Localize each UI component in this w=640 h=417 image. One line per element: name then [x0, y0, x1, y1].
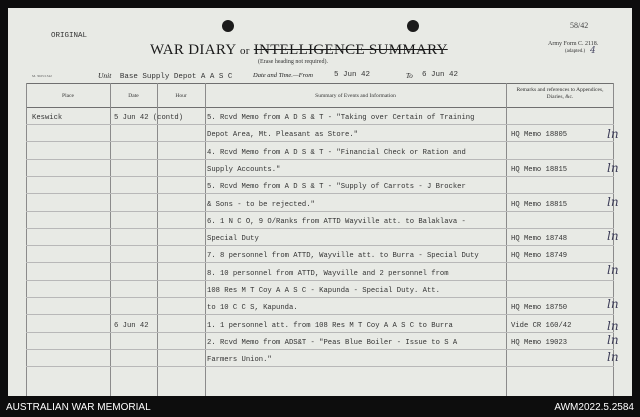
- initials-mark: ln: [607, 319, 619, 333]
- row-rule: [26, 366, 614, 367]
- row-rule: [26, 176, 614, 177]
- initials-mark: ln: [607, 195, 619, 209]
- initials-mark: ln: [607, 297, 619, 311]
- footer-left: AUSTRALIAN WAR MEMORIAL: [6, 402, 151, 413]
- date-from: 5 Jun 42: [334, 71, 371, 79]
- row-summary: 7. 8 personnel from ATTD, Wayville att. to Burra - Special Duty: [207, 252, 479, 261]
- row-rule: [26, 297, 614, 298]
- row-summary: 5. Rcvd Memo from A D S & T - "Supply of Carrots - J Brocker: [207, 183, 466, 192]
- row-summary: Farmers Union.": [207, 356, 272, 365]
- date-label: Date and Time.—From: [253, 72, 313, 79]
- row-summary: Special Duty: [207, 235, 259, 244]
- row-rule: [26, 141, 614, 142]
- row-summary: 6. 1 N C O, 9 O/Ranks from ATTD Wayville att. to Balaklava -: [207, 217, 466, 226]
- row-summary: Depot Area, Mt. Pleasant as Store.": [207, 131, 358, 140]
- row-place: Keswick: [32, 114, 63, 122]
- title-or: or: [239, 45, 250, 57]
- col-remarks: Remarks and references to Appendices, Diaries, &c.: [516, 87, 604, 100]
- form-name: Army Form C. 2118.: [548, 41, 599, 47]
- row-rule: [26, 159, 614, 160]
- unit-line: [98, 71, 232, 81]
- title-struck: INTELLIGENCE SUMMARY: [253, 42, 448, 58]
- row-date: 5 Jun 42 (contd): [114, 114, 184, 122]
- diary-page: [8, 8, 632, 396]
- unit-value: Base Supply Depot A A S C: [119, 73, 233, 81]
- row-remark: HQ Memo 18750: [511, 304, 568, 313]
- initials-mark: ln: [607, 161, 619, 175]
- form-code: 4: [590, 46, 596, 56]
- row-date: 6 Jun 42: [114, 321, 149, 330]
- row-remark: HQ Memo 18748: [511, 235, 568, 244]
- date-to-label: To: [406, 72, 413, 80]
- row-rule: [26, 245, 614, 246]
- row-rule: [26, 280, 614, 281]
- row-summary: Supply Accounts.": [207, 165, 281, 174]
- original-label: ORIGINAL: [51, 32, 88, 40]
- row-rule: [26, 332, 614, 333]
- footer-bar: [0, 396, 640, 417]
- unit-label: Unit: [98, 71, 112, 80]
- page-number: 58/42: [570, 21, 589, 30]
- row-rule: [26, 193, 614, 194]
- title-note: (Erase heading not required).: [258, 59, 328, 65]
- row-rule: [26, 262, 614, 263]
- row-summary: 4. Rcvd Memo from A D S & T - "Financial Check or Ration and: [207, 148, 466, 157]
- row-remark: HQ Memo 18805: [511, 131, 568, 140]
- initials-mark: ln: [607, 263, 619, 277]
- col-place: Place: [62, 93, 74, 99]
- row-rule: [26, 211, 614, 212]
- row-rule: [26, 349, 614, 350]
- initials-mark: ln: [607, 333, 619, 347]
- footer-right: AWM2022.5.2584: [554, 402, 634, 413]
- row-remark: Vide CR 160/42: [511, 321, 572, 330]
- punch-hole-left: [222, 20, 234, 32]
- title-war-diary: WAR DIARY: [150, 42, 236, 58]
- table-top-rule: [26, 83, 614, 84]
- initials-mark: ln: [607, 350, 619, 364]
- col-date: Date: [128, 93, 139, 99]
- row-remark: HQ Memo 18815: [511, 165, 568, 174]
- row-rule: [26, 228, 614, 229]
- form-note: (adapted.): [565, 49, 586, 54]
- row-rule: [26, 124, 614, 125]
- title: [150, 42, 448, 59]
- punch-hole-right: [407, 20, 419, 32]
- tiny-print: M. 3025/1342: [32, 74, 52, 78]
- row-summary: 1. 1 personnel att. from 108 Res M T Coy A A S C to Burra: [207, 321, 453, 330]
- row-summary: to 10 C C S, Kapunda.: [207, 304, 298, 313]
- initials-mark: ln: [607, 127, 619, 141]
- row-remark: HQ Memo 18815: [511, 200, 568, 209]
- col-summary: Summary of Events and Information: [315, 93, 396, 99]
- date-to: 6 Jun 42: [422, 71, 459, 79]
- row-summary: & Sons - to be rejected.": [207, 200, 315, 209]
- row-summary: 2. Rcvd Memo from ADS&T - "Peas Blue Boiler - Issue to S A: [207, 338, 458, 347]
- col-hour: Hour: [175, 93, 187, 99]
- row-summary: 5. Rcvd Memo from A D S & T - "Taking over Certain of Training: [207, 114, 475, 122]
- initials-mark: ln: [607, 229, 619, 243]
- row-summary: 8. 10 personnel from ATTD, Wayville and 2 personnel from: [207, 269, 449, 278]
- row-remark: HQ Memo 18749: [511, 252, 568, 261]
- row-summary: 108 Res M T Coy A A S C - Kapunda - Special Duty. Att.: [207, 287, 440, 295]
- row-rule: [26, 314, 614, 315]
- table-header-rule: [26, 107, 614, 108]
- row-remark: HQ Memo 19023: [511, 338, 568, 347]
